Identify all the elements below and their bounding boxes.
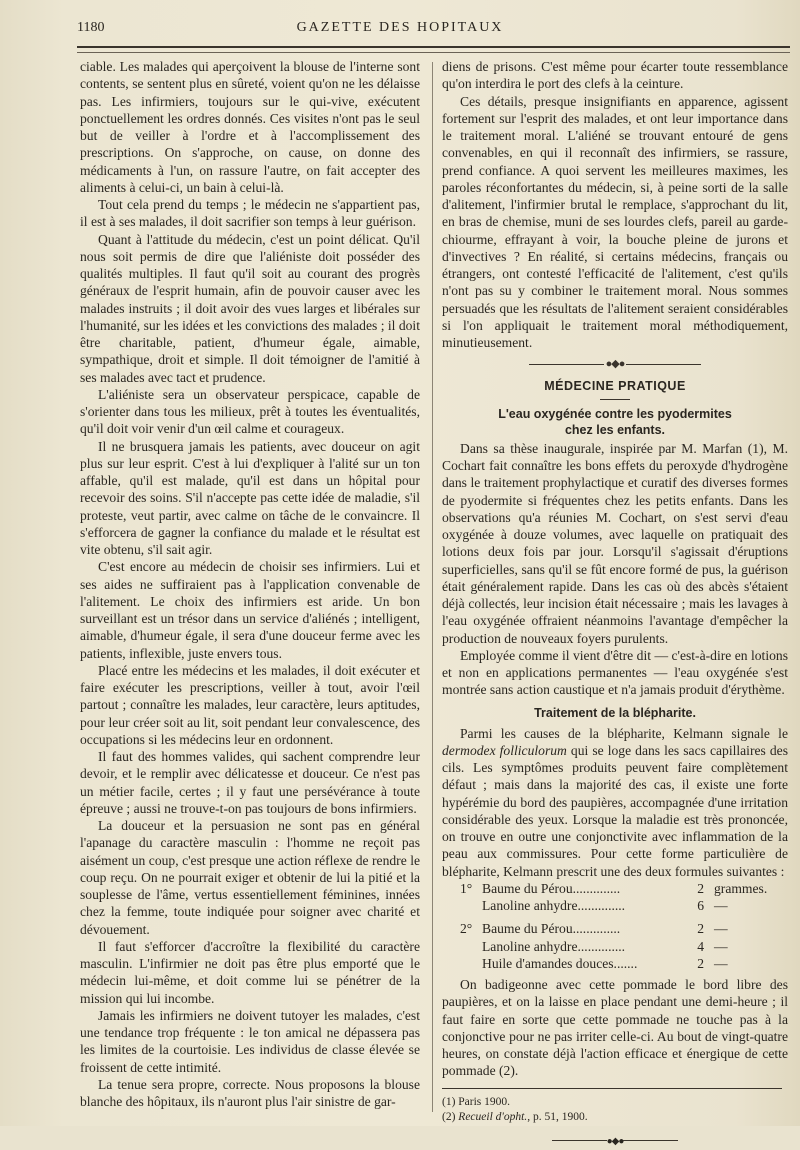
- paragraph: Ces détails, presque insignifiants en apparence, agissent fortement sur l'esprit des malades, et ont leur importance dans le traitement moral. L'aliéné se trouvant entouré de gens convenables, en qui il reconnaît des infirmiers, se rassure, prend confiance. A quoi servent les meilleures maximes, les paroles réconfortantes du médecin, si, à peine sorti de la salle d'alitement, l'infirmier brutal le remplace, s'approchant du lit, en bras de chemise, muni de ses lourdes clefs, pareil au garde-chiourme, effrayant à voir, la bouche pleine de jurons et d'invectives ? En réalité, si certains médecins, français ou étrangers, ont contesté l'efficacité de l'alitement, c'est qu'ils n'ont pas su y combiner le traitement moral. Nous sommes persuadés que les résultats de l'alitement seraient considérables si l'on appliquait le traitement moral méthodiquement, minutieusement.: [442, 93, 788, 350]
- footnote-rule: [442, 1088, 782, 1089]
- quantity: 2: [697, 955, 704, 971]
- quantity: 4: [697, 938, 704, 954]
- paragraph: Dans sa thèse inaugurale, inspirée par M. Marfan (1), M. Cochart fait connaître les bons effets du peroxyde d'hydrogène dans le traitement prophylactique et curatif des diverses formes de pyodermite si fréquentes chez les petits enfants. Dans les observations qu'a réunies M. Cochart, on s'est servi d'eau oxygénée à douze volumes, avec laquelle on pratiquait des lotions deux fois par jour. Lorsqu'il s'agissait d'éruptions superficielles, sans qu'il se fût encore formé de pus, la guérison était généralement rapide. Dans les cas où des abcès s'étaient déjà collectés, leur incision était nécessaire ; mais les lavages à l'eau oxygénée offraient néanmoins l'avantage d'empêcher la production de nouveaux foyers purulents.: [442, 440, 788, 646]
- paragraph: C'est encore au médecin de choisir ses infirmiers. Lui et ses aides ne suffiraient pas à l'application convenable de l'alitement. Le choix des infirmiers est aride. Un bon surveillant est un trésor dans un service d'aliénés ; intelligent, aimable, d'humeur égale, il sera d'une douceur ferme avec les patients, inflexible, juste envers tous.: [80, 559, 420, 661]
- unit: —: [714, 898, 728, 914]
- paragraph: Il faut des hommes valides, qui sachent comprendre leur devoir, et le remplir avec délicatesse et douceur. Ce n'est pas un métier facile, certes ; il y faut une persévérance à toute épreuve ; aussi ne trouve-t-on pas toujours de bons infirmiers.: [80, 749, 420, 816]
- section-divider-ornament: ●◆●: [442, 356, 788, 373]
- left-column: [80, 58, 420, 1110]
- paragraph: Il ne brusquera jamais les patients, avec douceur on agit plus sur leur esprit. C'est à lui d'expliquer à l'alité sur un ton affable, qu'il est malade, qu'il est dans un hôpital pour recevoir des soins. S'il n'accepte pas cette idée de maladie, s'il proteste, veut partir, avec calme on tâche de le convaincre. Il s'efforcera de gagner la confiance du malade et le résultat est vite obtenu, s'il sait agir.: [80, 438, 420, 557]
- ingredient: Baume du Pérou..............: [482, 921, 621, 937]
- formula-number: [460, 955, 482, 972]
- unit: grammes.: [714, 880, 768, 896]
- article-title-line: chez les enfants.: [564, 422, 666, 437]
- formula-number: 1°: [460, 880, 473, 896]
- formula-2: [460, 920, 788, 972]
- text-run: , p. 51, 1900.: [527, 1110, 588, 1123]
- unit: —: [714, 938, 728, 954]
- page-header: [0, 20, 800, 42]
- formula-number: [460, 897, 482, 914]
- header-rule-thin: [77, 52, 790, 53]
- paragraph: Tout cela prend du temps ; le médecin ne s'appartient pas, il est à ses malades, il doit sacrifier son temps à leur guérison.: [80, 197, 420, 230]
- page-number: 1180: [77, 20, 105, 35]
- paragraph: La tenue sera propre, correcte. Nous proposons la blouse blanche des hôpitaux, ils n'auront plus l'air sinistre de gar-: [80, 1076, 420, 1109]
- italic-term: Recueil d'opht.: [458, 1110, 528, 1123]
- article-title: [442, 406, 788, 438]
- text-run: qui se loge dans les sacs capillaires des cils. Les symptômes produits peuvent faire complètement défaut ; mais dans la majorité des cas, il existe une forte hypérémie du bord des paupières, accompagnée d'une irritation considérable des yeux. Lorsque la maladie est très prononcée, on trouve en outre une conjonctivite avec inflammation de la peau aux commissures. Pour cette forme particulière de blépharite, Kelmann prescrit une des deux formules suivantes :: [442, 742, 788, 879]
- formula-row: [460, 955, 788, 972]
- italic-term: dermodex folliculorum: [442, 742, 567, 758]
- paragraph: La douceur et la persuasion ne sont pas en général l'apanage du caractère masculin : l'homme ne reçoit pas aisément un coup, c'est presque une action réflexe de rendre le coup reçu. On ne pourrait exiger et obtenir de lui la pitié et la souplesse de l'âme, vertus essentiellement féminines, innées chez la femme, toute indiquée pour soigner avec charité et dévouement.: [80, 818, 420, 937]
- paragraph: L'aliéniste sera un observateur perspicace, capable de s'orienter dans tous les milieux, prêt à toutes les éventualités, qu'il doit voir venir d'un œil calme et courageux.: [80, 386, 420, 437]
- footnote: (1) Paris 1900.: [442, 1095, 511, 1108]
- footnote: [442, 1110, 788, 1125]
- column-separator: [432, 62, 433, 1112]
- ingredient: Baume du Pérou..............: [482, 880, 621, 896]
- paragraph: Placé entre les médecins et les malades, il doit exécuter et faire exécuter les prescriptions, veiller à tout, avoir l'œil partout ; connaître les malades, leur caractère, leurs aptitudes, pour leur créer soit au lit, soit pendant leur convalescence, des occupations si les médecins leur en ordonnent.: [80, 662, 420, 747]
- formula-1: [460, 880, 788, 915]
- ingredient: Huile d'amandes douces.......: [482, 955, 638, 971]
- article-title-line: L'eau oxygénée contre les pyodermites: [498, 406, 732, 421]
- article-title: Traitement de la blépharite.: [534, 705, 696, 720]
- paragraph: Quant à l'attitude du médecin, c'est un point délicat. Qu'il nous soit permis de dire que l'aliéniste doit posséder des qualités multiples. Il faut qu'il soit au courant des progrès généraux de l'esprit humain, afin de pouvoir causer avec les malades instruits ; il doit avoir des vues larges et libérales sur l'humanité, sur les idées et les convictions des malades ; il doit être charitable, patient, d'humeur égale, aimable, sympathique, droit et simple. Il doit témoigner de l'amitié à ses malades avec tact et prudence.: [80, 231, 420, 385]
- paragraph: ciable. Les malades qui aperçoivent la blouse de l'interne sont contents, se sentent plus en sûreté, voient qu'on ne les délaisse pas. Les infirmiers, toujours sur le qui-vive, exécutent ponctuellement les ordres donnés. Ces visites n'ont pas le seul but de veiller à l'ordre et à l'accomplissement des prescriptions. On s'approche, on cause, on donne des médicaments à l'un, on rassure l'autre, on fait accepter des aliments à celui-ci, un bain à celui-là.: [80, 59, 420, 195]
- quantity: 2: [697, 880, 704, 896]
- paragraph: Employée comme il vient d'être dit — c'est-à-dire en lotions et non en applications permanentes — l'eau oxygénée s'est montrée sans action caustique et n'a jamais produit d'érythème.: [442, 647, 788, 698]
- unit: —: [714, 921, 728, 937]
- paragraph: Il faut s'efforcer d'accroître la flexibilité du caractère masculin. L'infirmier ne doit pas être plus emporté que le médecin lui-même, et doit comme lui se pénétrer de la mission qui lui incombe.: [80, 938, 420, 1006]
- formula-row: [460, 920, 788, 937]
- journal-title: GAZETTE DES HOPITAUX: [296, 20, 504, 35]
- right-column: [442, 58, 788, 1150]
- end-ornament: ●◆●: [442, 1131, 788, 1150]
- header-rule: [77, 46, 790, 48]
- formula-row: [460, 897, 788, 914]
- paragraph: On badigeonne avec cette pommade le bord libre des paupières, et on la laisse en place pendant une demi-heure ; il faut faire en sorte que cette pommade ne touche pas à la conjonctive pour ne pas irriter celle-ci. Au bout de vingt-quatre heures, on constate déjà l'action efficace et énergique de cette pommade (2).: [442, 977, 788, 1079]
- section-rule: [600, 399, 630, 400]
- unit: —: [714, 955, 728, 971]
- section-title: MÉDECINE PRATIQUE: [544, 378, 686, 393]
- ingredient: Lanoline anhydre..............: [482, 898, 626, 914]
- formula-number: [460, 938, 482, 955]
- ingredient: Lanoline anhydre..............: [482, 938, 626, 954]
- quantity: 6: [697, 898, 704, 914]
- paragraph: Jamais les infirmiers ne doivent tutoyer les malades, c'est une tendance trop fréquente : le ton amical ne dépassera pas les limites de la courtoisie. Les individus de classe élevée se froissent de cette intimité.: [80, 1007, 420, 1075]
- text-run: Parmi les causes de la blépharite, Kelmann signale le: [460, 725, 788, 741]
- formula-number: 2°: [460, 921, 473, 937]
- formula-row: [460, 938, 788, 955]
- formula-row: [460, 880, 788, 897]
- paragraph: diens de prisons. C'est même pour écarter toute ressemblance qu'on interdira le port des clefs à la ceinture.: [442, 59, 788, 92]
- quantity: 2: [697, 921, 704, 937]
- paragraph: [442, 725, 788, 880]
- text-run: (2): [442, 1110, 459, 1123]
